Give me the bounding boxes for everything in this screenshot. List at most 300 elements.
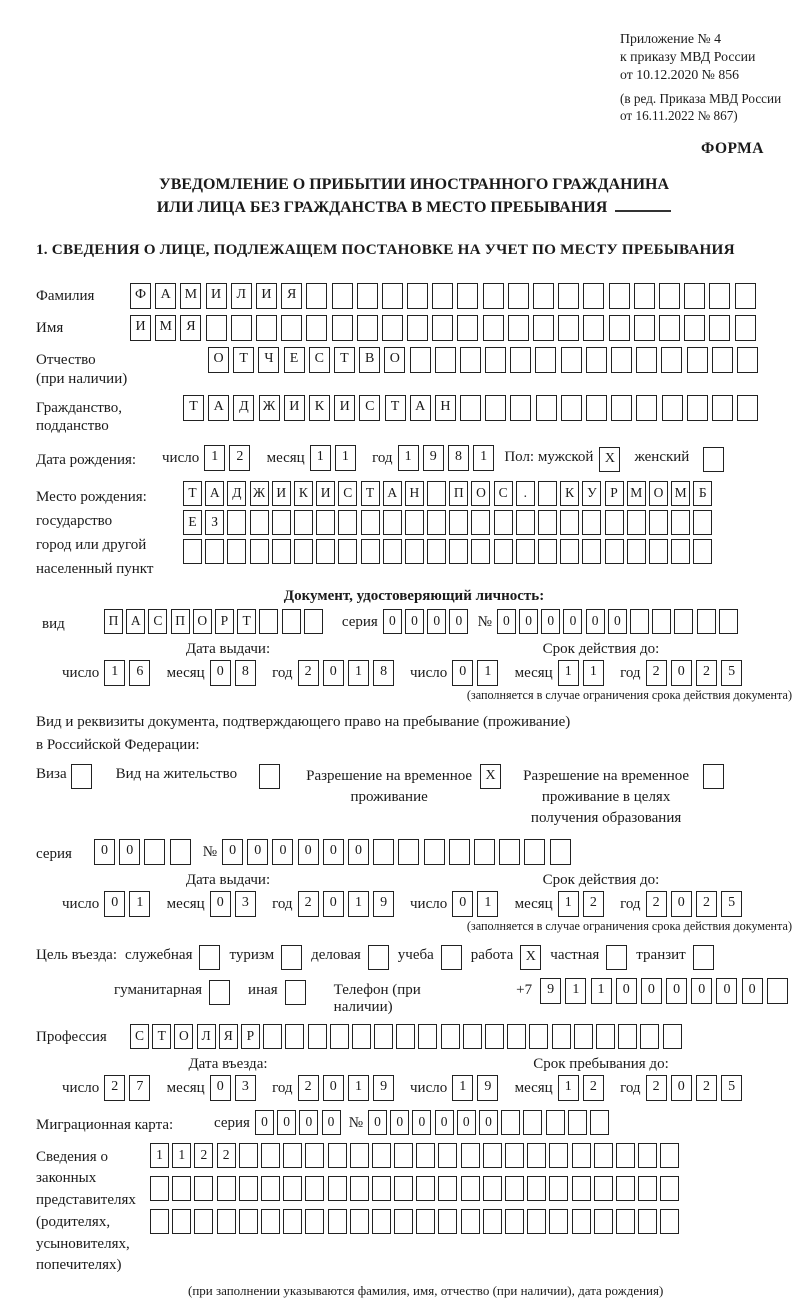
char-cell (217, 1176, 236, 1201)
char-cell: 1 (348, 660, 369, 686)
char-cell (582, 510, 601, 535)
permit-type-row (36, 762, 792, 829)
transit-checkbox (693, 945, 714, 970)
purpose-business: деловая (311, 943, 389, 970)
char-cell (652, 609, 671, 634)
purpose-study: учеба (398, 943, 462, 970)
char-cell: 2 (217, 1143, 236, 1168)
char-cell: Т (334, 347, 355, 373)
char-cell (538, 510, 557, 535)
char-cell (546, 1110, 565, 1135)
char-cell: 1 (129, 891, 150, 917)
migr-number-label: № (348, 1114, 363, 1131)
char-cell: 0 (671, 1075, 692, 1101)
char-cell (405, 510, 424, 535)
char-cell (594, 1143, 613, 1168)
char-cell (372, 1176, 391, 1201)
char-cell (471, 510, 490, 535)
char-cell: 0 (452, 660, 473, 686)
char-cell (283, 1143, 302, 1168)
char-cell (231, 315, 252, 341)
char-cell (457, 315, 478, 341)
char-cell: М (155, 315, 176, 341)
char-cell (634, 283, 655, 309)
char-cell: У (582, 481, 601, 506)
char-cell: 0 (323, 839, 344, 865)
char-cell: . (516, 481, 535, 506)
char-cell (407, 315, 428, 341)
char-cell: 1 (591, 978, 612, 1004)
char-cell: М (180, 283, 201, 309)
stay-month-cells (558, 1075, 608, 1101)
char-cell (261, 1143, 280, 1168)
entry-dates-block (36, 1056, 792, 1101)
temp-residence-edu-checkbox (703, 764, 724, 789)
char-cell (638, 1176, 657, 1201)
char-cell (352, 1024, 371, 1049)
char-cell: 0 (541, 609, 560, 634)
char-cell (662, 395, 683, 421)
char-cell: 1 (398, 445, 419, 471)
birthplace-cells-row2 (183, 510, 716, 535)
char-cell (217, 1209, 236, 1234)
char-cell: 0 (641, 978, 662, 1004)
char-cell (510, 347, 531, 373)
char-cell: И (316, 481, 335, 506)
guardians-row (36, 1143, 792, 1278)
char-cell: 2 (194, 1143, 213, 1168)
char-cell: И (130, 315, 151, 341)
char-cell (505, 1176, 524, 1201)
char-cell (674, 609, 693, 634)
char-cell: 0 (405, 609, 424, 634)
char-cell (416, 1143, 435, 1168)
char-cell: Т (385, 395, 406, 421)
char-cell (239, 1143, 258, 1168)
edition-line: от 16.11.2022 № 867) (620, 108, 738, 124)
char-cell: 2 (696, 891, 717, 917)
char-cell: 0 (449, 609, 468, 634)
char-cell: Р (215, 609, 234, 634)
char-cell (281, 315, 302, 341)
form-title-line-1: УВЕДОМЛЕНИЕ О ПРИБЫТИИ ИНОСТРАННОГО ГРАЖДАНИНА (158, 176, 670, 194)
char-cell: 0 (323, 891, 344, 917)
char-cell (533, 283, 554, 309)
doc-expiry-month-cells (558, 660, 608, 686)
char-cell: 0 (671, 660, 692, 686)
day-label: число (162, 450, 200, 467)
char-cell (649, 510, 668, 535)
char-cell: Е (183, 510, 202, 535)
char-cell (272, 539, 291, 564)
char-cell (572, 1176, 591, 1201)
char-cell (505, 1143, 524, 1168)
doc-type-cells (104, 609, 326, 634)
char-cell: К (560, 481, 579, 506)
char-cell (283, 1176, 302, 1201)
char-cell (687, 347, 708, 373)
char-cell: 1 (565, 978, 586, 1004)
char-cell: 1 (558, 891, 579, 917)
day-label: число (410, 895, 448, 912)
char-cell (263, 1024, 282, 1049)
char-cell (659, 315, 680, 341)
char-cell: З (205, 510, 224, 535)
phone-cells (540, 978, 792, 1004)
char-cell (398, 839, 419, 865)
char-cell (636, 347, 657, 373)
char-cell: 0 (616, 978, 637, 1004)
char-cell (485, 1024, 504, 1049)
char-cell (616, 1209, 635, 1234)
purpose-row-2 (36, 978, 792, 1016)
char-cell (494, 510, 513, 535)
char-cell: 2 (696, 1075, 717, 1101)
char-cell: 0 (390, 1110, 409, 1135)
char-cell (767, 978, 788, 1004)
char-cell (285, 1024, 304, 1049)
permit-expiry-year-cells (646, 891, 747, 917)
char-cell (256, 315, 277, 341)
char-cell (735, 283, 756, 309)
char-cell: 0 (94, 839, 115, 865)
char-cell (308, 1024, 327, 1049)
char-cell (194, 1176, 213, 1201)
char-cell (671, 510, 690, 535)
char-cell (609, 283, 630, 309)
char-cell (536, 395, 557, 421)
char-cell (523, 1110, 542, 1135)
permit-number-cells (222, 839, 575, 865)
char-cell: 9 (423, 445, 444, 471)
char-cell: С (338, 481, 357, 506)
char-cell: 1 (477, 891, 498, 917)
char-cell (671, 539, 690, 564)
char-cell (306, 283, 327, 309)
char-cell (460, 395, 481, 421)
char-cell (272, 510, 291, 535)
purpose-label: Цель въезда: (36, 946, 117, 963)
char-cell (527, 1209, 546, 1234)
citizenship-row (36, 395, 792, 437)
char-cell: 0 (457, 1110, 476, 1135)
char-cell (438, 1143, 457, 1168)
char-cell (372, 1209, 391, 1234)
doc-expiry-year-cells (646, 660, 747, 686)
char-cell (560, 510, 579, 535)
year-label: год (372, 450, 393, 467)
surname-row (36, 283, 792, 309)
char-cell (205, 539, 224, 564)
char-cell: 0 (586, 609, 605, 634)
char-cell (560, 539, 579, 564)
char-cell (501, 1110, 520, 1135)
char-cell (638, 1143, 657, 1168)
char-cell: 1 (335, 445, 356, 471)
char-cell: 6 (129, 660, 150, 686)
char-cell (516, 539, 535, 564)
char-cell (382, 315, 403, 341)
char-cell (332, 315, 353, 341)
permit-paragraph-line2: в Российской Федерации: (36, 737, 200, 754)
char-cell (582, 539, 601, 564)
char-cell (616, 1143, 635, 1168)
char-cell: И (284, 395, 305, 421)
char-cell: Т (152, 1024, 171, 1049)
char-cell (558, 283, 579, 309)
char-cell (328, 1143, 347, 1168)
char-cell (660, 1209, 679, 1234)
char-cell (583, 283, 604, 309)
char-cell (282, 609, 301, 634)
char-cell: 0 (348, 839, 369, 865)
permit-series-label: серия (36, 845, 72, 862)
doc-type-label: вид (42, 616, 65, 633)
char-cell (383, 539, 402, 564)
char-cell (361, 510, 380, 535)
char-cell: 5 (721, 660, 742, 686)
char-cell (737, 347, 758, 373)
month-label: месяц (166, 1079, 205, 1096)
birthplace-label: Место рождения: государство город или другой населенный пункт (36, 489, 154, 578)
char-cell: А (383, 481, 402, 506)
char-cell (361, 539, 380, 564)
char-cell (394, 1209, 413, 1234)
char-cell (507, 1024, 526, 1049)
char-cell (684, 283, 705, 309)
char-cell (529, 1024, 548, 1049)
form-title-line-2: ИЛИ ЛИЦА БЕЗ ГРАЖДАНСТВА В МЕСТО ПРЕБЫВАНИЯ (36, 197, 792, 219)
guardians-cells-row3 (150, 1209, 683, 1234)
char-cell: Л (231, 283, 252, 309)
visa-checkbox (71, 764, 92, 789)
char-cell (316, 539, 335, 564)
given-name-cells (130, 315, 760, 341)
char-cell (524, 839, 545, 865)
residence-permit-checkbox (259, 764, 280, 789)
char-cell: О (471, 481, 490, 506)
char-cell (372, 1143, 391, 1168)
char-cell (549, 1176, 568, 1201)
char-cell (304, 609, 323, 634)
char-cell: 0 (299, 1110, 318, 1135)
char-cell (586, 347, 607, 373)
citizenship-label: Гражданство, подданство (36, 399, 123, 435)
birthplace-cells-row3 (183, 539, 716, 564)
char-cell (538, 539, 557, 564)
char-cell (735, 315, 756, 341)
char-cell (663, 1024, 682, 1049)
char-cell: Т (183, 395, 204, 421)
char-cell (508, 283, 529, 309)
char-cell: А (410, 395, 431, 421)
char-cell (407, 283, 428, 309)
stay-year-cells (646, 1075, 747, 1101)
char-cell: М (627, 481, 646, 506)
char-cell: Ж (250, 481, 269, 506)
char-cell (693, 510, 712, 535)
char-cell: А (126, 609, 145, 634)
char-cell (457, 283, 478, 309)
char-cell: 0 (479, 1110, 498, 1135)
char-cell (374, 1024, 393, 1049)
char-cell: 2 (229, 445, 250, 471)
char-cell (561, 395, 582, 421)
year-label: год (620, 1079, 641, 1096)
char-cell (594, 1176, 613, 1201)
char-cell (396, 1024, 415, 1049)
month-label: месяц (266, 450, 305, 467)
char-cell: Д (233, 395, 254, 421)
char-cell (283, 1209, 302, 1234)
char-cell (432, 283, 453, 309)
temp-residence-label: Разрешение на временное проживание (306, 767, 473, 805)
char-cell: 3 (235, 1075, 256, 1101)
char-cell (516, 510, 535, 535)
char-cell (416, 1176, 435, 1201)
char-cell: 9 (540, 978, 561, 1004)
year-label: год (272, 1079, 293, 1096)
char-cell (394, 1143, 413, 1168)
char-cell (660, 1176, 679, 1201)
permit-series-cells (94, 839, 195, 865)
char-cell: С (494, 481, 513, 506)
guardians-cells-row1 (150, 1143, 683, 1168)
char-cell: И (272, 481, 291, 506)
doc-issue-year-cells (298, 660, 399, 686)
char-cell (550, 839, 571, 865)
char-cell: Н (435, 395, 456, 421)
char-cell: 5 (721, 891, 742, 917)
char-cell: 8 (373, 660, 394, 686)
char-cell (561, 347, 582, 373)
char-cell: 8 (235, 660, 256, 686)
patronymic-cells (208, 347, 762, 373)
char-cell (382, 283, 403, 309)
char-cell: И (334, 395, 355, 421)
char-cell: Я (281, 283, 302, 309)
char-cell: 1 (558, 660, 579, 686)
permit-expiry-month-cells (558, 891, 608, 917)
char-cell (438, 1209, 457, 1234)
char-cell (661, 347, 682, 373)
char-cell: 2 (646, 891, 667, 917)
stay-until-header: Срок пребывания до: (533, 1055, 669, 1072)
char-cell: 0 (119, 839, 140, 865)
char-cell (416, 1209, 435, 1234)
char-cell (483, 283, 504, 309)
business-checkbox (368, 945, 389, 970)
char-cell: 0 (383, 609, 402, 634)
char-cell: О (649, 481, 668, 506)
day-label: число (410, 1079, 448, 1096)
char-cell (305, 1176, 324, 1201)
annex-line: Приложение № 4 (620, 31, 722, 46)
tourism-checkbox (281, 945, 302, 970)
entry-date-header: Дата въезда: (188, 1055, 268, 1072)
doc-expiry-day-cells (452, 660, 502, 686)
char-cell: 0 (452, 891, 473, 917)
char-cell: М (671, 481, 690, 506)
char-cell (305, 1209, 324, 1234)
char-cell: Б (693, 481, 712, 506)
char-cell: К (309, 395, 330, 421)
char-cell: 1 (348, 1075, 369, 1101)
char-cell (583, 315, 604, 341)
doc-dates-block (36, 641, 792, 703)
char-cell: 0 (742, 978, 763, 1004)
birthdate-row (36, 445, 792, 472)
char-cell: 5 (721, 1075, 742, 1101)
profession-row (36, 1024, 792, 1049)
char-cell: 0 (323, 660, 344, 686)
char-cell (405, 539, 424, 564)
purpose-row (36, 943, 792, 970)
char-cell (660, 1143, 679, 1168)
form-title (36, 174, 792, 219)
entry-date-group (36, 1056, 394, 1101)
id-doc-heading: Документ, удостоверяющий личность: (283, 588, 545, 605)
char-cell (649, 539, 668, 564)
stay-until-group (394, 1056, 792, 1101)
permit-issue-day-cells (104, 891, 154, 917)
char-cell (510, 395, 531, 421)
doc-number-label: № (477, 614, 492, 631)
char-cell (357, 283, 378, 309)
char-cell (350, 1176, 369, 1201)
gender-label: Пол: мужской (504, 449, 594, 466)
char-cell (328, 1176, 347, 1201)
char-cell (549, 1143, 568, 1168)
char-cell (627, 510, 646, 535)
official-checkbox (199, 945, 220, 970)
char-cell (535, 347, 556, 373)
char-cell (227, 510, 246, 535)
char-cell (596, 1024, 615, 1049)
section-1-heading: 1. СВЕДЕНИЯ О ЛИЦЕ, ПОДЛЕЖАЩЕМ ПОСТАНОВКЕ НА УЧЕТ ПО МЕСТУ ПРЕБЫВАНИЯ (36, 241, 735, 259)
guardians-label: Сведения о законных представителях (родителях, усыновителях, попечителях) (36, 1148, 136, 1274)
title-underline (615, 210, 671, 212)
char-cell: 1 (104, 660, 125, 686)
char-cell: 1 (558, 1075, 579, 1101)
permit-expiry-note: (заполняется в случае ограничения срока действия документа) (466, 918, 792, 933)
char-cell (172, 1209, 191, 1234)
char-cell (438, 1176, 457, 1201)
migr-number-cells (368, 1110, 612, 1135)
char-cell: 0 (563, 609, 582, 634)
char-cell (712, 347, 733, 373)
day-label: число (62, 1079, 100, 1096)
given-name-row (36, 315, 792, 341)
surname-cells (130, 283, 760, 309)
char-cell (424, 839, 445, 865)
char-cell: П (449, 481, 468, 506)
day-label: число (410, 665, 448, 682)
work-checkbox: X (520, 945, 541, 970)
char-cell (394, 1176, 413, 1201)
char-cell (418, 1024, 437, 1049)
purpose-humanitarian: гуманитарная (114, 978, 230, 1005)
purpose-official: служебная (125, 943, 221, 970)
char-cell: 0 (671, 891, 692, 917)
char-cell: П (104, 609, 123, 634)
permit-paragraph-line1: Вид и реквизиты документа, подтверждающего право на пребывание (проживание) (36, 714, 571, 731)
char-cell (306, 315, 327, 341)
permit-expiry-day-cells (452, 891, 502, 917)
annex-line: к приказу МВД России (620, 49, 756, 65)
surname-label: Фамилия (36, 288, 95, 305)
month-label: месяц (514, 895, 553, 912)
